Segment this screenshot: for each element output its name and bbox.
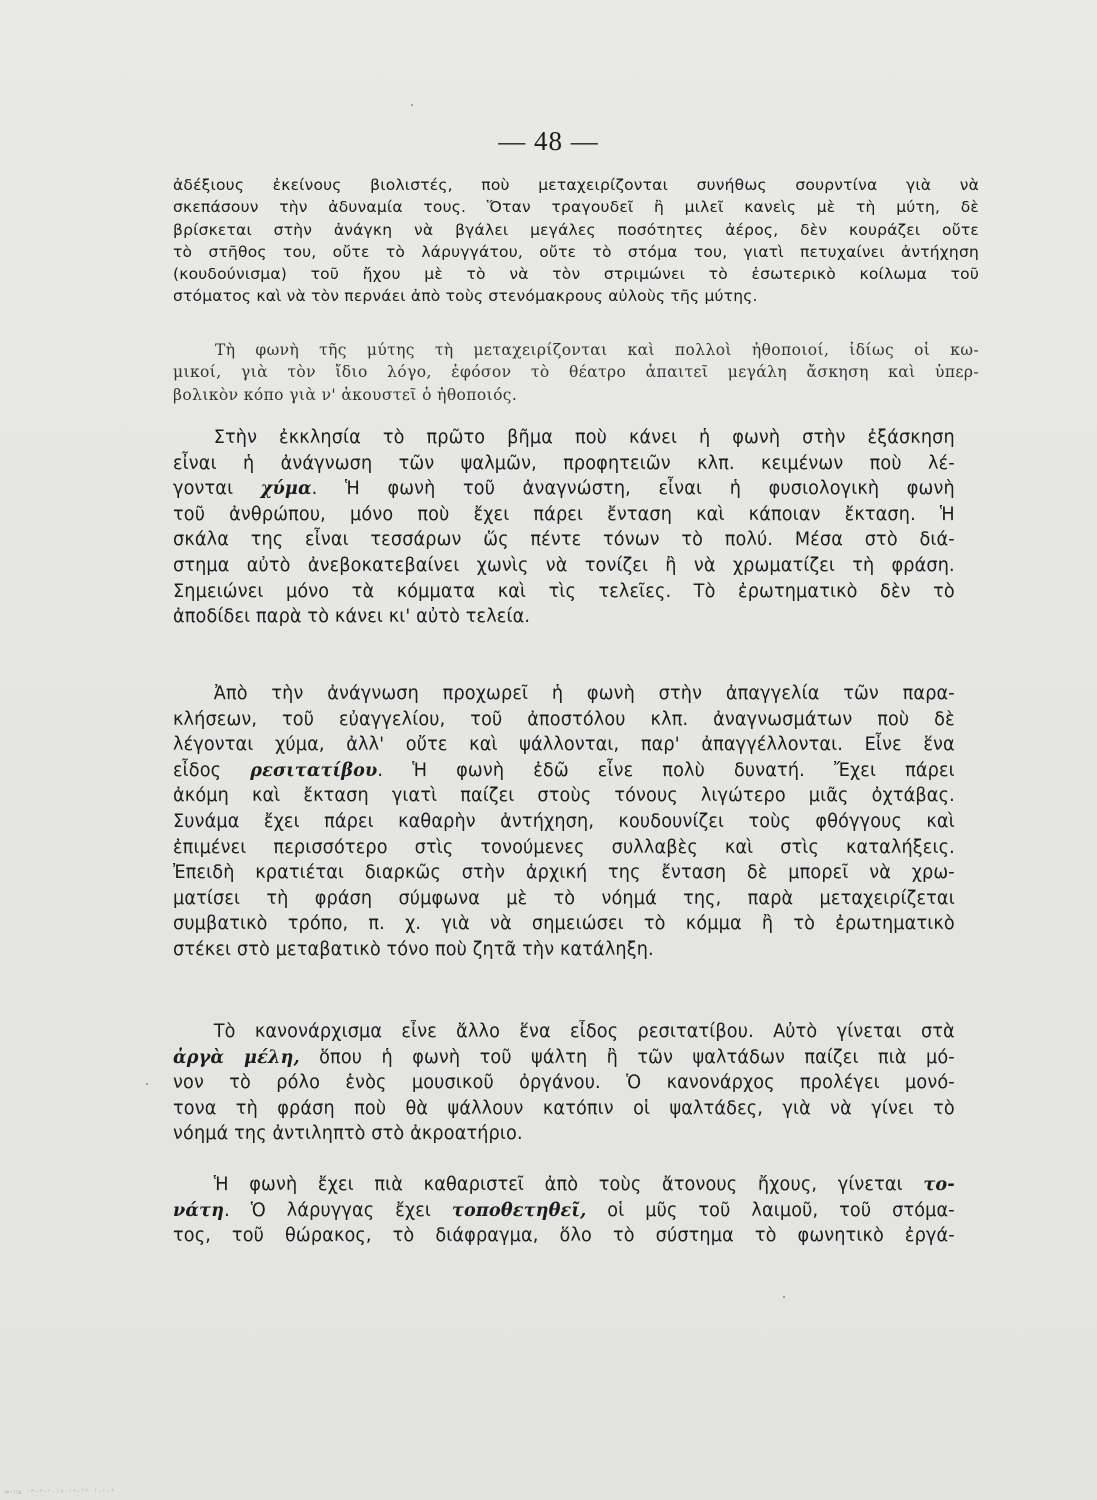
- text-line: ἐπιμένει περισσότερο στὶς τονούμενες συλλαβὲς καὶ στὶς καταλήξεις.: [173, 836, 955, 858]
- paragraph-4: [173, 681, 955, 963]
- text-line: ἀδέξιους ἐκείνους βιολιστές, ποὺ μεταχειρίζονται συνήθως σουρντίνα γιὰ νὰ: [173, 176, 979, 194]
- text-line: γονται χύμα. Ἡ φωνὴ τοῦ ἀναγνώστη, εἶναι ἡ φυσιολογικὴ φωνὴ: [173, 478, 955, 500]
- text-line: τος, τοῦ θώρακος, τὸ διάφραγμα, ὅλο τὸ σύστημα τὸ φωνητικὸ ἐργά-: [173, 1225, 955, 1247]
- page-number: — 48 —: [498, 126, 599, 156]
- text-line: Στὴν ἐκκλησία τὸ πρῶτο βῆμα ποὺ κάνει ἡ φωνὴ στὴν ἐξάσκηση: [213, 427, 955, 448]
- text-line: λέγονται χύμα, ἀλλ' οὔτε καὶ ψάλλονται, παρ' ἀπαγγέλλονται. Εἶνε ἕνα: [173, 734, 955, 756]
- text-line: ματίσει τὴ φράση σύμφωνα μὲ τὸ νόημά της, παρὰ μεταχειρίζεται: [173, 887, 955, 909]
- text-line: Ἐπειδὴ κρατιέται διαρκῶς στὴν ἀρχική της ἔνταση δὲ μπορεῖ νὰ χρω-: [173, 862, 955, 884]
- text-line: κλήσεων, τοῦ εὐαγγελίου, τοῦ ἀποστόλου κλπ. ἀναγνωσμάτων ποὺ δὲ: [173, 708, 955, 730]
- scan-speck: [783, 1296, 785, 1298]
- text-line: εἶδος ρεσιτατίβου. Ἡ φωνὴ ἐδῶ εἶνε πολὺ δυνατή. Ἔχει πάρει: [173, 759, 955, 781]
- text-line: Ἀπὸ τὴν ἀνάγνωση προχωρεῖ ἡ φωνὴ στὴν ἀπαγγελία τῶν παρα-: [213, 683, 955, 704]
- emphasized-term: τοποθετηθεῖ,: [451, 1199, 587, 1221]
- text-line: βρίσκεται στὴν ἀνάγκη νὰ βγάλει μεγάλες ποσότητες ἀέρος, δὲν κουράζει οὔτε: [173, 220, 979, 239]
- scan-speck: [411, 104, 413, 106]
- text-line: ἀργὰ μέλη, ὅπου ἡ φωνὴ τοῦ ψάλτη ἢ τῶν ψαλτάδων παίζει πιὰ μό-: [173, 1046, 955, 1068]
- text-line: νάτη. Ὁ λάρυγγας ἔχει τοποθετηθεῖ, οἱ μῦς τοῦ λαιμοῦ, τοῦ στόμα-: [173, 1199, 955, 1221]
- text-line: σκεπάσουν τὴν ἀδυναμία τους. Ὅταν τραγουδεῖ ἢ μιλεῖ κανεὶς μὲ τὴ μύτη, δὲ: [173, 198, 979, 217]
- text-line: τονα τὴ φράση ποὺ θὰ ψάλλουν κατόπιν οἱ ψαλτάδες, γιὰ νὰ γίνει τὸ: [173, 1097, 955, 1119]
- scan-watermark: ∞-∷ѧ ·ʷ·ᵃ·ᵛ·ʲᵍ·ᶦᵃ·ᶠʰ ᶠ·ʳ·³: [5, 1488, 115, 1496]
- text-line: στόματος καὶ νὰ τὸν περνάει ἀπὸ τοὺς στενόμακρους αὐλοὺς τῆς μύτης.: [173, 287, 758, 306]
- emphasized-term: το-: [923, 1174, 955, 1195]
- emphasized-term: ρεσιτατίβου: [250, 759, 378, 781]
- text-line: Τὴ φωνὴ τῆς μύτης τὴ μεταχειρίζονται καὶ πολλοὶ ἠθοποιοί, ἰδίως οἱ κω-: [215, 341, 979, 359]
- text-line: στημα αὐτὸ ἀνεβοκατεβαίνει χωνὶς νὰ τονίζει ἢ νὰ χρωματίζει τὴ φράση.: [173, 554, 955, 576]
- text-line: συμβατικὸ τρόπο, π. χ. γιὰ νὰ σημειώσει τὸ κόμμα ἢ τὸ ἐρωτηματικὸ: [173, 913, 955, 935]
- text-line: Συνάμα ἔχει πάρει καθαρὴν ἀντήχηση, κουδουνίζει τοὺς φθόγγους καὶ: [173, 810, 955, 832]
- text-line: νον τὸ ρόλο ἑνὸς μουσικοῦ ὀργάνου. Ὁ κανονάρχος προλέγει μονό-: [173, 1072, 955, 1094]
- text-line: ἀποδίδει παρὰ τὸ κάνει κι' αὐτὸ τελεία.: [173, 606, 531, 628]
- paragraph-1: [173, 174, 979, 308]
- emphasized-term: ἀργὰ μέλη,: [173, 1046, 300, 1068]
- text-line: Σημειώνει μόνο τὰ κόμματα καὶ τὶς τελεῖες. Τὸ ἐρωτηματικὸ δὲν τὸ: [173, 580, 955, 602]
- text-line: βολικὸν κόπο γιὰ ν' ἀκουστεῖ ὁ ἠθοποιός.: [173, 385, 518, 404]
- emphasized-term: νάτη: [173, 1199, 225, 1221]
- scan-speck: [146, 1083, 148, 1085]
- text-line: μικοί, γιὰ τὸν ἴδιο λόγο, ἐφόσον τὸ θέατρο ἀπαιτεῖ μεγάλη ἄσκηση καὶ ὑπερ-: [173, 363, 979, 382]
- emphasized-term: χύμα: [260, 478, 312, 500]
- text-line: νόημά της ἀντιληπτὸ στὸ ἀκροατήριο.: [173, 1123, 523, 1145]
- text-line: τὸ στῆθος του, οὔτε τὸ λάρυγγάτου, οὔτε τὸ στόμα του, γιατὶ πετυχαίνει ἀντήχηση: [173, 242, 979, 261]
- paragraph-5: [173, 1019, 955, 1147]
- text-line: εἶναι ἡ ἀνάγνωση τῶν ψαλμῶν, προφητειῶν κλπ. κειμένων ποὺ λέ-: [173, 452, 955, 474]
- text-line: σκάλα της εἶναι τεσσάρων ὥς πέντε τόνων τὸ πολύ. Μέσα στὸ διά-: [173, 529, 955, 551]
- text-line: Ἡ φωνὴ ἔχει πιὰ καθαριστεῖ ἀπὸ τοὺς ἄτονους ἤχους, γίνεται το-: [213, 1174, 955, 1195]
- text-line: (κουδούνισμα) τοῦ ἤχου μὲ τὸ νὰ τὸν στριμώνει τὸ ἐσωτερικὸ κοίλωμα τοῦ: [173, 265, 979, 284]
- paragraph-2: [173, 339, 979, 406]
- paragraph-6: [173, 1172, 955, 1249]
- paragraph-3: [173, 425, 955, 630]
- text-line: Τὸ κανονάρχισμα εἶνε ἄλλο ἕνα εἶδος ρεσιτατίβου. Αὐτὸ γίνεται στὰ: [213, 1021, 955, 1042]
- text-line: ἀκόμη καὶ ἔκταση γιατὶ παίζει στοὺς τόνους λιγώτερο μιᾶς ὀχτάβας.: [173, 785, 955, 807]
- text-line: στέκει στὸ μεταβατικὸ τόνο ποὺ ζητᾶ τὴν κατάληξη.: [173, 938, 654, 960]
- text-line: τοῦ ἀνθρώπου, μόνο ποὺ ἔχει πάρει ἔνταση καὶ κάποιαν ἔκταση. Ἡ: [173, 503, 955, 525]
